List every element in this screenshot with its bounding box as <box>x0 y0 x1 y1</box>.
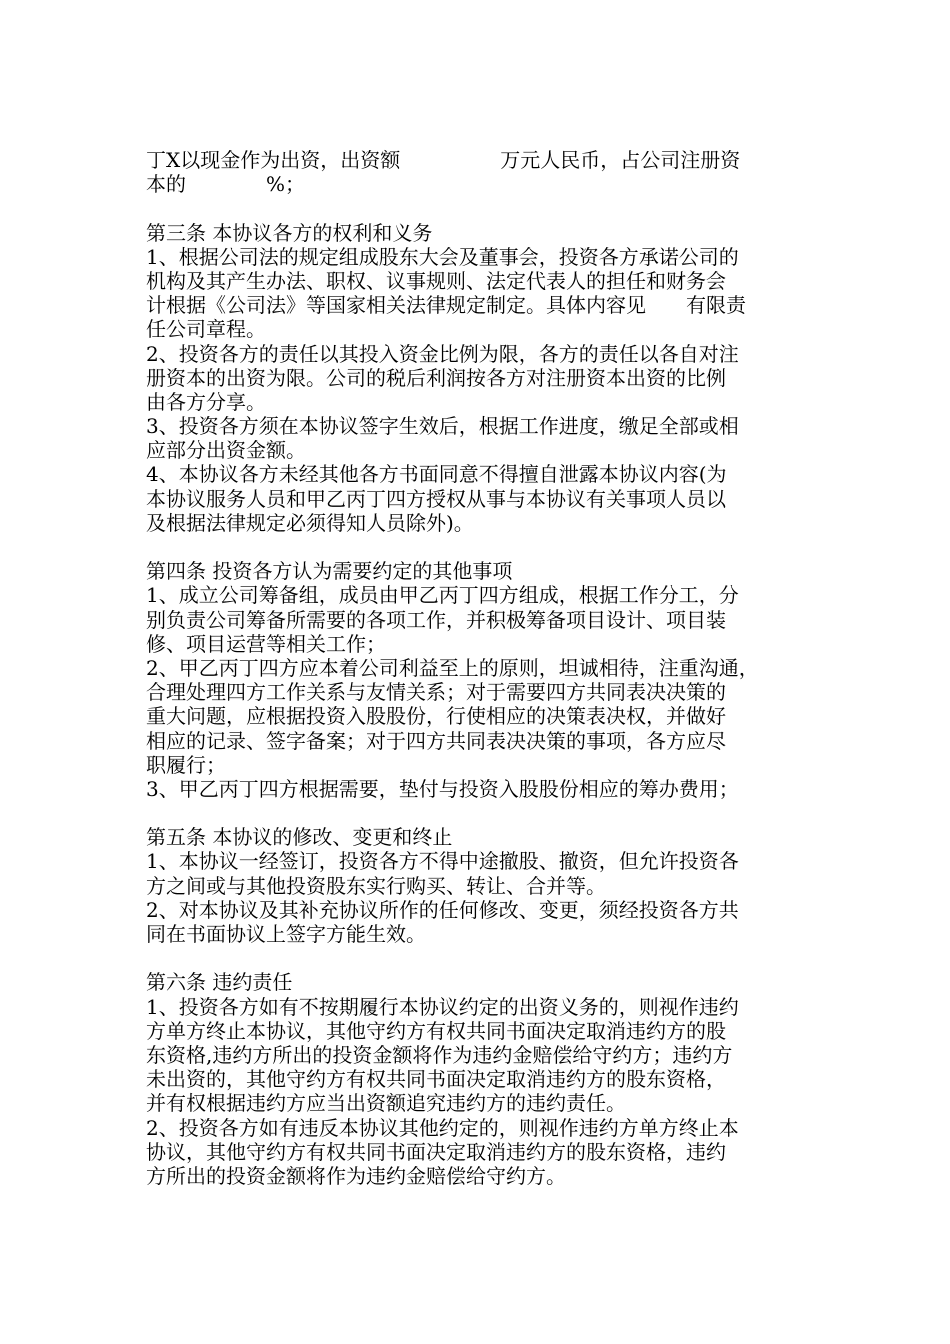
text-line: 由各方分享。 <box>146 389 266 414</box>
text-line: 1、根据公司法的规定组成股东大会及董事会，投资各方承诺公司的 <box>146 244 739 269</box>
blank-line <box>146 535 836 559</box>
article-heading <box>146 970 836 994</box>
text-line: 本的 %； <box>146 172 306 197</box>
text-line: 计根据《公司法》等国家相关法律规定制定。具体内容见 有限责 <box>146 293 746 318</box>
text-line: 别负责公司筹备所需要的各项工作，并积极筹备项目设计、项目装 <box>146 607 726 632</box>
clause-paragraph <box>146 342 836 415</box>
text-line: 本协议服务人员和甲乙丙丁四方授权从事与本协议有关事项人员以 <box>146 486 726 511</box>
text-line: 2、对本协议及其补充协议所作的任何修改、变更，须经投资各方共 <box>146 897 739 922</box>
text-line: 2、投资各方如有违反本协议其他约定的，则视作违约方单方终止本 <box>146 1115 739 1140</box>
text-line: 并有权根据违约方应当出资额追究违约方的违约责任。 <box>146 1091 626 1116</box>
blank-line <box>146 946 836 970</box>
text-line: 3、投资各方须在本协议签字生效后，根据工作进度，缴足全部或相 <box>146 414 739 439</box>
text-line: 同在书面协议上签字方能生效。 <box>146 922 426 946</box>
clause-paragraph <box>146 414 836 462</box>
text-line: 方单方终止本协议，其他守约方有权共同书面决定取消违约方的股 <box>146 1018 726 1043</box>
article-heading <box>146 559 836 583</box>
article-heading <box>146 221 836 245</box>
clause-paragraph <box>146 583 836 656</box>
text-line: 2、投资各方的责任以其投入资金比例为限，各方的责任以各自对注 <box>146 341 739 366</box>
clause-paragraph <box>146 1116 836 1189</box>
text-line: 3、甲乙丙丁四方根据需要，垫付与投资入股股份相应的筹办费用； <box>146 776 739 801</box>
text-line: 相应的记录、签字备案；对于四方共同表决决策的事项，各方应尽 <box>146 728 726 753</box>
text-line: 未出资的，其他守约方有权共同书面决定取消违约方的股东资格， <box>146 1067 726 1092</box>
text-line: 方所出的投资金额将作为违约金赔偿给守约方。 <box>146 1163 566 1188</box>
text-line: 任公司章程。 <box>146 317 266 342</box>
clause-paragraph <box>146 898 836 946</box>
text-line: 协议，其他守约方有权共同书面决定取消违约方的股东资格，违约 <box>146 1139 726 1164</box>
text-line: 1、成立公司筹备组，成员由甲乙丙丁四方组成，根据工作分工，分 <box>146 583 739 608</box>
text-line: 方之间或与其他投资股东实行购买、转让、合并等。 <box>146 873 606 898</box>
text-line: 4、本协议各方未经其他各方书面同意不得擅自泄露本协议内容(为 <box>146 462 727 487</box>
clause-paragraph <box>146 245 836 342</box>
text-line: 册资本的出资为限。公司的税后利润按各方对注册资本出资的比例 <box>146 365 726 390</box>
text-line: 第五条 本协议的修改、变更和终止 <box>146 825 453 850</box>
text-line: 2、甲乙丙丁四方应本着公司利益至上的原则，坦诚相待，注重沟通， <box>146 655 759 680</box>
text-line: 第三条 本协议各方的权利和义务 <box>146 220 433 245</box>
text-line: 合理处理四方工作关系与友情关系；对于需要四方共同表决决策的 <box>146 680 726 705</box>
clause-paragraph <box>146 462 836 535</box>
text-line: 应部分出资金额。 <box>146 438 306 463</box>
text-line: 第六条 违约责任 <box>146 970 293 995</box>
text-line: 1、投资各方如有不按期履行本协议约定的出资义务的，则视作违约 <box>146 994 739 1019</box>
text-line: 重大问题，应根据投资入股股份，行使相应的决策表决权，并做好 <box>146 704 726 729</box>
text-line: 1、本协议一经签订，投资各方不得中途撤股、撤资，但允许投资各 <box>146 849 739 874</box>
text-line: 机构及其产生办法、职权、议事规则、法定代表人的担任和财务会 <box>146 268 726 293</box>
text-line: 职履行； <box>146 752 226 777</box>
clause-paragraph <box>146 148 836 196</box>
text-line: 修、项目运营等相关工作； <box>146 631 386 656</box>
article-heading <box>146 825 836 849</box>
text-line: 丁X以现金作为出资，出资额 万元人民币，占公司注册资 <box>146 148 741 172</box>
blank-line <box>146 196 836 220</box>
clause-paragraph <box>146 995 836 1116</box>
clause-paragraph <box>146 656 836 777</box>
clause-paragraph <box>146 777 836 801</box>
text-line: 第四条 投资各方认为需要约定的其他事项 <box>146 559 513 584</box>
text-line: 东资格,违约方所出的投资金额将作为违约金赔偿给守约方；违约方 <box>146 1042 733 1067</box>
document-body <box>146 148 836 1188</box>
text-line: 及根据法律规定必须得知人员除外)。 <box>146 510 474 535</box>
blank-line <box>146 801 836 825</box>
clause-paragraph <box>146 849 836 897</box>
